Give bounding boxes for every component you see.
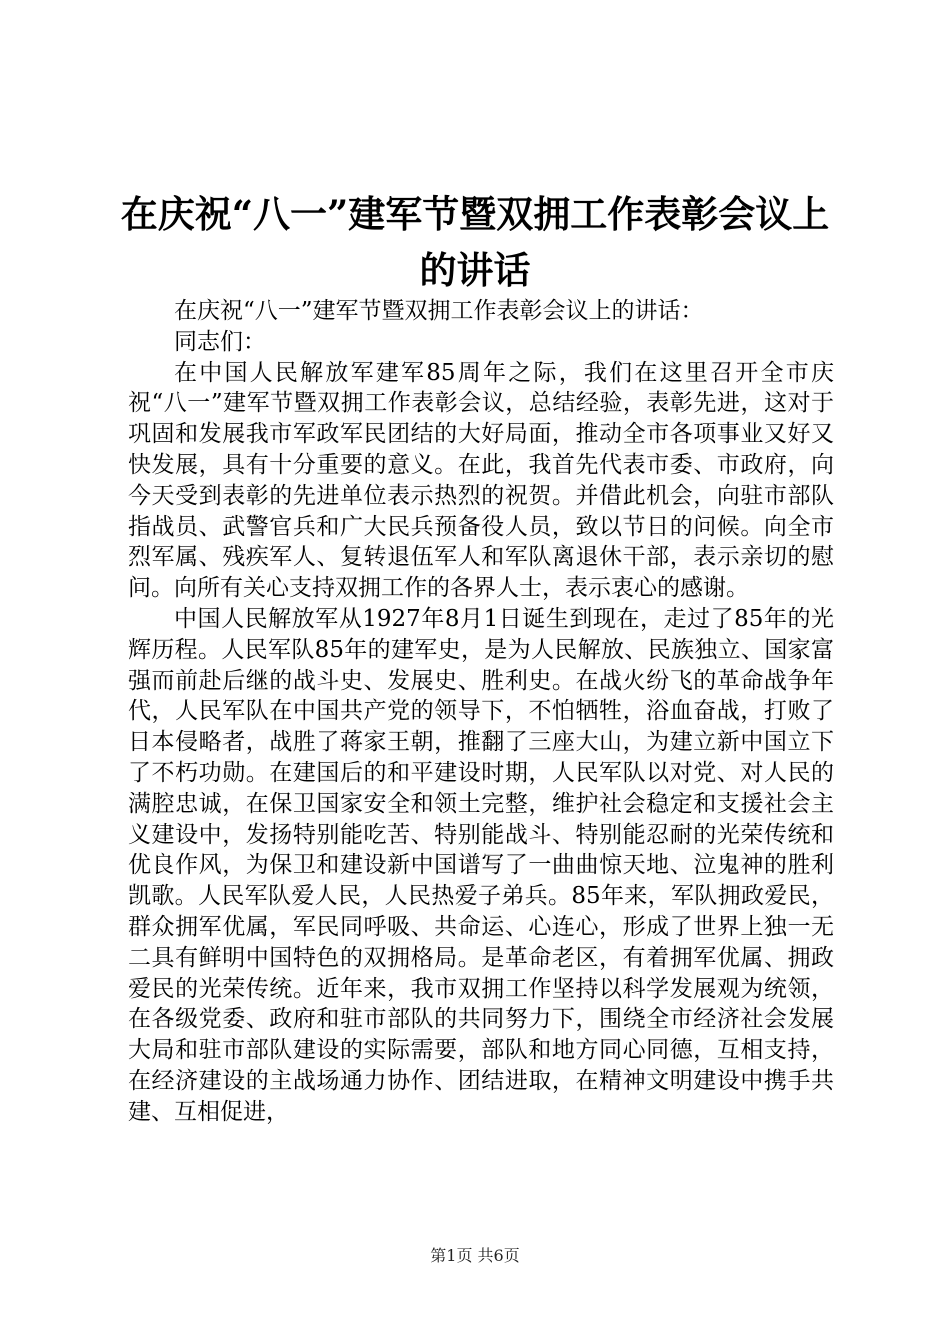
body-paragraph: 中国人民解放军从1927年8月1日诞生到现在，走过了85年的光辉历程。人民军队85年的建军史，是为人民解放、民族独立、国家富强而前赴后继的战斗史、发展史、胜利史。在战火纷飞的革命战争年代，人民军队在中国共产党的领导下，不怕牺牲，浴血奋战，打败了日本侵略者，战胜了蒋家王朝，推翻了三座大山，为建立新中国立下了不朽功勋。在建国后的和平建设时期，人民军队以对党、对人民的满腔忠诚，在保卫国家安全和领土完整，维护社会稳定和支援社会主义建设中，发扬特别能吃苦、特别能战斗、特别能忍耐的光荣传统和优良作风，为保卫和建设新中国谱写了一曲曲惊天地、泣鬼神的胜利凯歌。人民军队爱人民，人民热爱子弟兵。85年来，军队拥政爱民，群众拥军优属，军民同呼吸、共命运、心连心，形成了世界上独一无二具有鲜明中国特色的双拥格局。是革命老区，有着拥军优属、拥政爱民的光荣传统。近年来，我市双拥工作坚持以科学发展观为统领，在各级党委、政府和驻市部队的共同努力下，围绕全市经济社会发展大局和驻市部队建设的实际需要，部队和地方同心同德，互相支持，在经济建设的主战场通力协作、团结进取，在精神文明建设中携手共建、互相促进， — [128, 605, 834, 1125]
document-title-line-2: 的讲话 — [419, 248, 531, 292]
page-number-footer: 第1页 共6页 — [430, 1246, 520, 1265]
document-title-line-1: 在庆祝“八一”建军节暨双拥工作表彰会议上 — [120, 192, 830, 236]
document-body — [128, 296, 834, 1128]
body-paragraph: 在中国人民解放军建军85周年之际，我们在这里召开全市庆祝“八一”建军节暨双拥工作表彰会议，总结经验，表彰先进，这对于巩固和发展我市军政军民团结的大好局面，推动全市各项事业又好又快发展，具有十分重要的意义。在此，我首先代表市委、市政府，向今天受到表彰的先进单位表示热烈的祝贺。并借此机会，向驻市部队指战员、武警官兵和广大民兵预备役人员，致以节日的问候。向全市烈军属、残疾军人、复转退伍军人和军队离退休干部，表示亲切的慰问。向所有关心支持双拥工作的各界人士，表示衷心的感谢。 — [128, 359, 834, 602]
heading-paragraph: 在庆祝“八一”建军节暨双拥工作表彰会议上的讲话： — [174, 298, 704, 324]
salutation-paragraph: 同志们： — [174, 328, 266, 355]
